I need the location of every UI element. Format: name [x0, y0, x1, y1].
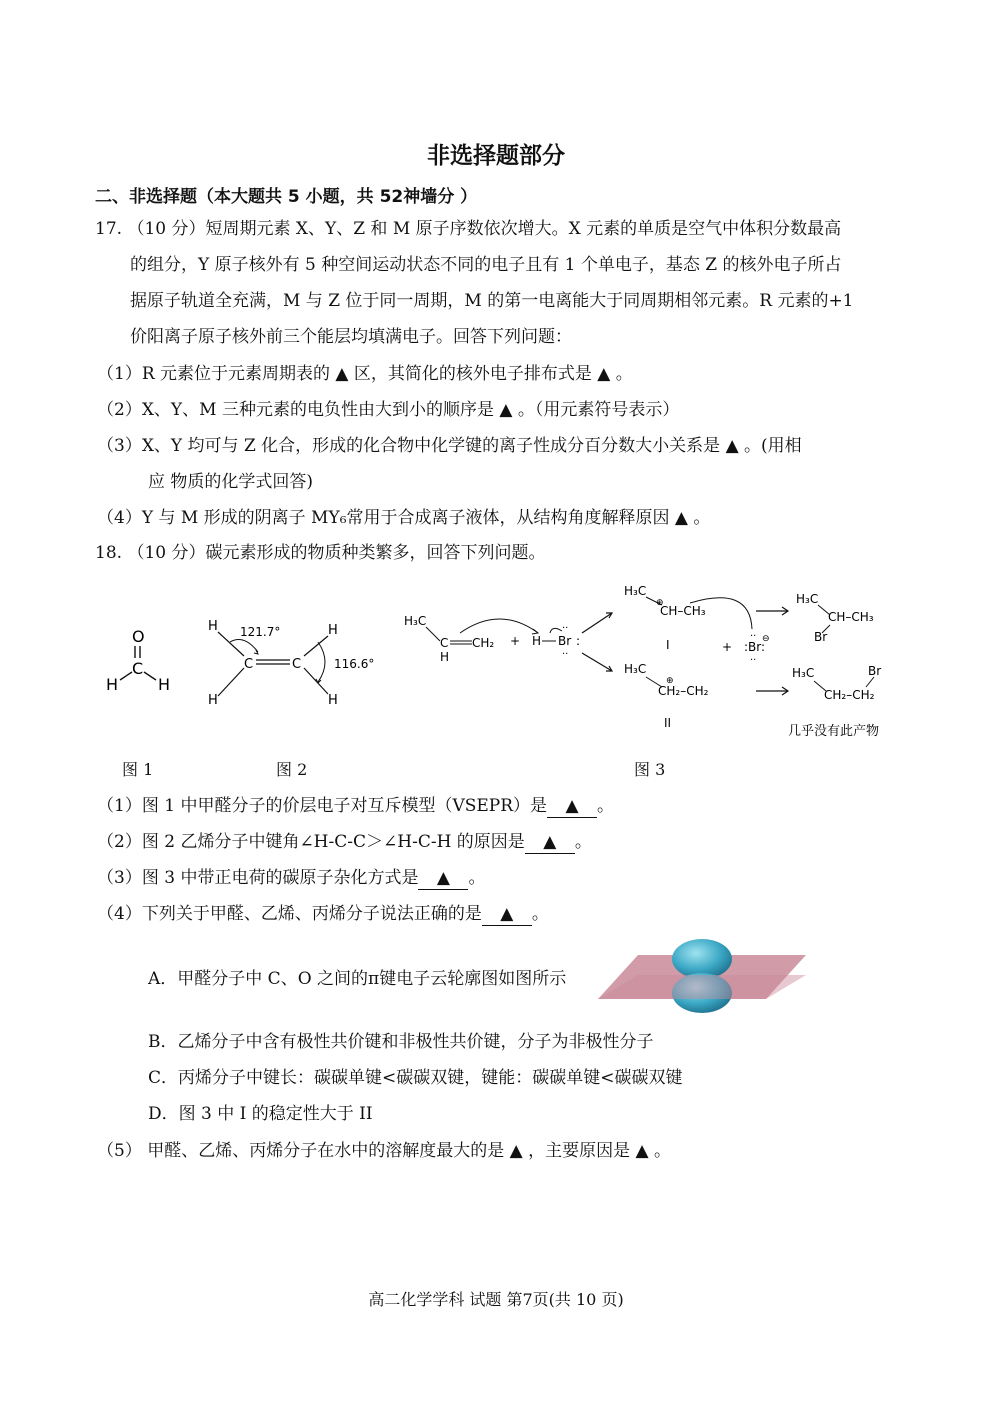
svg-text:H: H	[158, 675, 171, 694]
svg-text:C: C	[440, 636, 449, 650]
label-I: I	[666, 638, 670, 652]
svg-text:··: ··	[750, 655, 757, 666]
svg-text::: :	[576, 634, 581, 648]
q17-line-2: 的组分，Y 原子核外有 5 种空间运动状态不同的电子且有 1 个单电子，基态 Z 的核外电子所占	[130, 255, 842, 275]
svg-text:H₃C: H₃C	[404, 614, 427, 628]
svg-text:C: C	[244, 657, 254, 672]
option-b: B．乙烯分子中含有极性共价键和非极性共价键，分子为非极性分子	[148, 1032, 654, 1052]
svg-text:··: ··	[750, 631, 757, 642]
option-d: D．图 3 中 I 的稳定性大于 II	[148, 1104, 373, 1124]
q17-line-3: 据原子轨道全充满，M 与 Z 位于同一周期，M 的第一电离能大于同周期相邻元素。R 元素的+1	[130, 291, 854, 311]
q18-sub-3: （3）图 3 中带正电荷的碳原子杂化方式是 ▲ 。	[97, 868, 486, 888]
figure-1-formaldehyde	[100, 620, 180, 700]
figure-2-caption: 图 2	[276, 760, 308, 779]
svg-text:H: H	[532, 634, 542, 648]
svg-text:H: H	[440, 650, 450, 664]
svg-text:CH–CH₃: CH–CH₃	[828, 610, 874, 624]
angle-label-1: 121.7°	[240, 625, 281, 639]
pi-orbital-image	[598, 937, 808, 1017]
svg-text:⊕: ⊕	[666, 676, 674, 686]
q17-line-1: 17. （10 分）短周期元素 X、Y、Z 和 M 原子序数依次增大。X 元素的单质是空气中体积分数最高	[95, 219, 842, 239]
q18-sub-1: （1）图 1 中甲醛分子的价层电子对互斥模型（VSEPR）是 ▲ 。	[97, 796, 615, 816]
svg-text:Br: Br	[558, 634, 572, 648]
option-c: C．丙烯分子中键长：碳碳单键<碳碳双键，键能：碳碳单键<碳碳双键	[148, 1068, 683, 1088]
svg-text:⊕: ⊕	[656, 598, 664, 608]
svg-text:+: +	[510, 634, 521, 648]
figure-2-ethylene	[200, 612, 390, 712]
svg-text:CH₂: CH₂	[472, 636, 495, 650]
figure-3-mechanism	[400, 575, 900, 750]
option-a: A．甲醛分子中 C、O 之间的π键电子云轮廓图如图所示	[148, 969, 567, 989]
q18-sub-4: （4）下列关于甲醛、乙烯、丙烯分子说法正确的是 ▲ 。	[97, 904, 549, 924]
angle-label-2: 116.6°	[334, 657, 375, 671]
q17-sub-3-cont: 应 物质的化学式回答)	[148, 472, 314, 492]
svg-text:Br: Br	[814, 630, 828, 644]
svg-text:··: ··	[562, 623, 569, 634]
svg-text:H: H	[208, 693, 218, 708]
svg-text:+: +	[722, 640, 733, 654]
svg-text:O: O	[132, 627, 145, 646]
q17-sub-2: （2）X、Y、M 三种元素的电负性由大到小的顺序是 ▲ 。（用元素符号表示）	[97, 400, 680, 420]
svg-text:CH₂–CH₂: CH₂–CH₂	[824, 688, 875, 702]
svg-text:Br: Br	[868, 664, 882, 678]
svg-text:H: H	[328, 623, 338, 638]
svg-text:C: C	[132, 659, 144, 678]
q17-line-4: 价阳离子原子核外前三个能层均填满电子。回答下列问题：	[130, 327, 572, 347]
svg-text:CH–CH₃: CH–CH₃	[660, 604, 706, 618]
svg-text::Br:: :Br:	[744, 640, 766, 654]
svg-text:H₃C: H₃C	[624, 662, 647, 676]
svg-text:H: H	[106, 675, 119, 694]
page-title: 非选择题部分	[427, 143, 565, 169]
svg-text:⊖: ⊖	[762, 634, 770, 644]
section-heading: 二、非选择题（本大题共 5 小题，共 52神墙分 ）	[95, 187, 478, 207]
answer-blank: ▲	[482, 903, 532, 926]
q17-sub-1: （1）R 元素位于元素周期表的 ▲ 区，其简化的核外电子排布式是 ▲ 。	[97, 364, 633, 384]
no-product-note: 几乎没有此产物	[788, 724, 880, 739]
figure-1-caption: 图 1	[122, 760, 154, 779]
answer-blank: ▲	[525, 831, 575, 854]
page-footer: 高二化学学科 试题 第7页(共 10 页)	[368, 1290, 624, 1309]
answer-blank: ▲	[547, 795, 597, 818]
q18-sub-2: （2）图 2 乙烯分子中键角∠H-C-C＞∠H-C-H 的原因是 ▲ 。	[97, 832, 592, 852]
svg-text:H: H	[208, 619, 218, 634]
svg-text:CH₂–CH₂: CH₂–CH₂	[658, 684, 709, 698]
q18-sub-5: （5） 甲醛、乙烯、丙烯分子在水中的溶解度最大的是 ▲ ，主要原因是 ▲ 。	[97, 1141, 671, 1161]
svg-text:H₃C: H₃C	[792, 666, 815, 680]
answer-blank: ▲	[418, 867, 468, 890]
q17-sub-4: （4）Y 与 M 形成的阴离子 MY₆常用于合成离子液体，从结构角度解释原因 ▲ 。	[97, 508, 711, 528]
svg-text:C: C	[292, 657, 302, 672]
svg-text:H₃C: H₃C	[796, 592, 819, 606]
svg-text:H₃C: H₃C	[624, 584, 647, 598]
q18-line-1: 18. （10 分）碳元素形成的物质种类繁多，回答下列问题。	[95, 543, 546, 563]
svg-text:··: ··	[562, 649, 569, 660]
q17-sub-3: （3）X、Y 均可与 Z 化合，形成的化合物中化学键的离子性成分百分数大小关系是 ▲ 。(用相	[97, 436, 802, 456]
figure-3-caption: 图 3	[634, 760, 666, 779]
label-II: II	[664, 716, 672, 730]
svg-text:H: H	[328, 693, 338, 708]
